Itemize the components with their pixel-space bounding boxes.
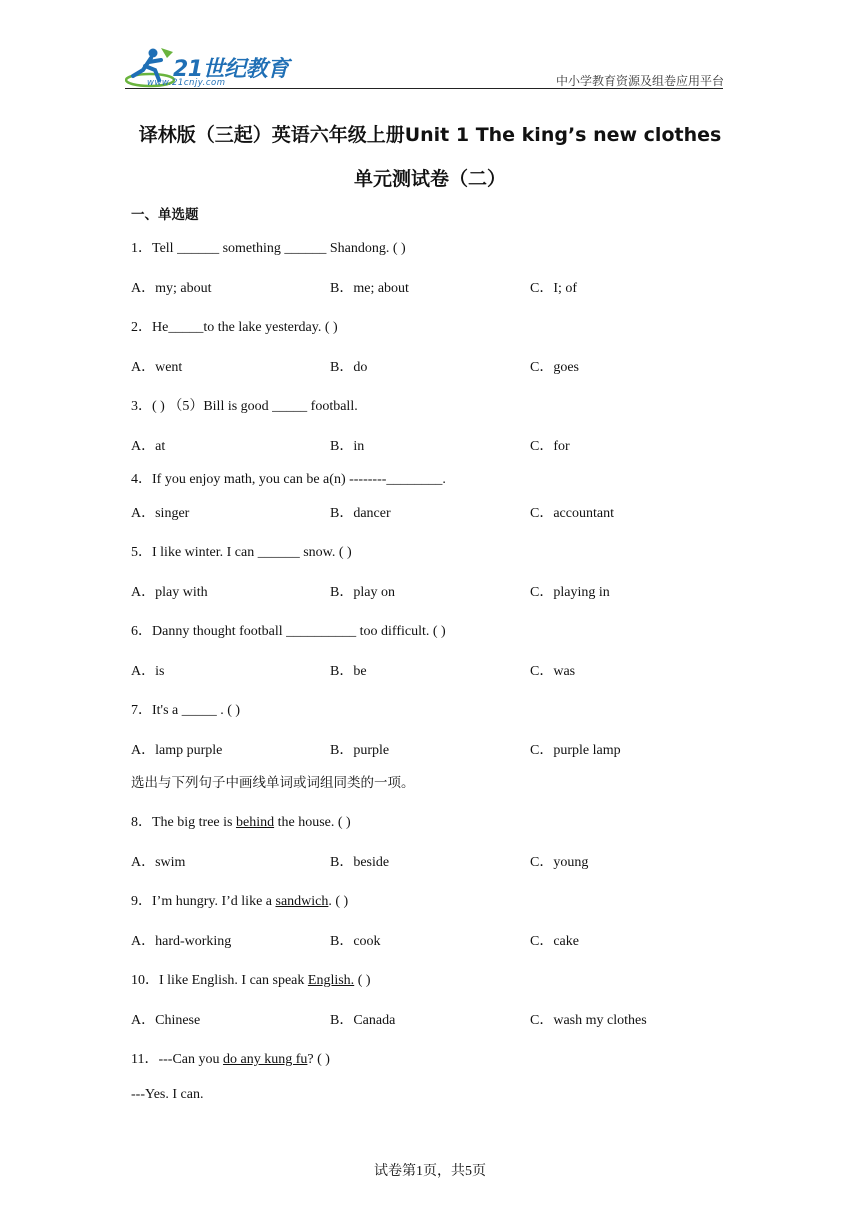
- q7-option-a: A．lamp purple: [131, 743, 223, 758]
- q6-option-a: A．is: [131, 664, 165, 679]
- logo-url: www.21cnjy.com: [147, 78, 226, 88]
- q5-option-a: A．play with: [131, 585, 208, 600]
- page-subtitle: 单元测试卷（二）: [353, 168, 506, 190]
- q6-option-c: C．was: [530, 664, 576, 679]
- q3-option-c: C．for: [530, 439, 570, 454]
- question-6: 6．Danny thought football __________ too difficult. ( ): [131, 624, 446, 639]
- q7-option-c: C．purple lamp: [530, 743, 621, 758]
- q5-option-b: B．play on: [330, 585, 395, 600]
- q2-option-c: C．goes: [530, 360, 579, 375]
- q10-option-b: B．Canada: [330, 1013, 396, 1028]
- question-7: 7．It's a _____ . ( ): [131, 703, 241, 718]
- question-1: 1．Tell ______ something ______ Shandong. ( ): [131, 241, 406, 256]
- question-11: 11．---Can you do any kung fu? ( ): [131, 1052, 330, 1067]
- q10-option-a: A．Chinese: [131, 1013, 201, 1028]
- question-10: 10．I like English. I can speak English. ( ): [131, 973, 371, 988]
- q1-option-b: B．me; about: [330, 281, 409, 296]
- q3-option-b: B．in: [330, 439, 365, 454]
- page-title: 译林版（三起）英语六年级上册Unit 1 The king’s new clothes: [138, 124, 722, 146]
- q3-option-a: A．at: [131, 439, 166, 454]
- question-8: 8．The big tree is behind the house. ( ): [131, 815, 351, 830]
- q4-option-a: A．singer: [131, 506, 190, 521]
- underlined-word: sandwich: [275, 894, 329, 909]
- q2-option-a: A．went: [131, 360, 183, 375]
- logo: [125, 46, 295, 92]
- q11-answer-line: ---Yes. I can.: [131, 1087, 204, 1102]
- underlined-word: English.: [307, 973, 355, 988]
- q4-option-b: B．dancer: [330, 506, 391, 521]
- q4-option-c: C．accountant: [530, 506, 614, 521]
- q9-option-a: A．hard-working: [131, 934, 232, 949]
- page-footer: 试卷第1页，共5页: [374, 1164, 486, 1179]
- q5-option-c: C．playing in: [530, 585, 610, 600]
- underlined-word: behind: [235, 815, 275, 830]
- logo-text: 21世纪教育: [173, 57, 289, 82]
- q8-option-a: A．swim: [131, 855, 186, 870]
- q2-option-b: B．do: [330, 360, 368, 375]
- q6-option-b: B．be: [330, 664, 367, 679]
- platform-label: 中小学教育资源及组卷应用平台: [555, 74, 724, 88]
- q9-option-b: B．cook: [330, 934, 381, 949]
- q9-option-c: C．cake: [530, 934, 579, 949]
- question-2: 2．He_____to the lake yesterday. ( ): [131, 320, 338, 335]
- question-5: 5．I like winter. I can ______ snow. ( ): [131, 545, 352, 560]
- question-3: 3．( ) （5）Bill is good _____ football.: [131, 399, 358, 414]
- underlined-phrase: do any kung fu: [223, 1052, 308, 1067]
- q8-option-c: C．young: [530, 855, 589, 870]
- header-divider: [125, 88, 723, 89]
- q7-option-b: B．purple: [330, 743, 390, 758]
- q1-option-a: A．my; about: [131, 281, 212, 296]
- section-heading: 一、单选题: [131, 207, 199, 223]
- q8-option-b: B．beside: [330, 855, 390, 870]
- q10-option-c: C．wash my clothes: [530, 1013, 647, 1028]
- question-9: 9．I’m hungry. I’d like a sandwich. ( ): [131, 894, 349, 909]
- instruction-text: 选出与下列句子中画线单词或词组同类的一项。: [131, 775, 415, 791]
- q1-option-c: C．I; of: [530, 281, 578, 296]
- question-4: 4．If you enjoy math, you can be a(n) --------________.: [131, 472, 446, 487]
